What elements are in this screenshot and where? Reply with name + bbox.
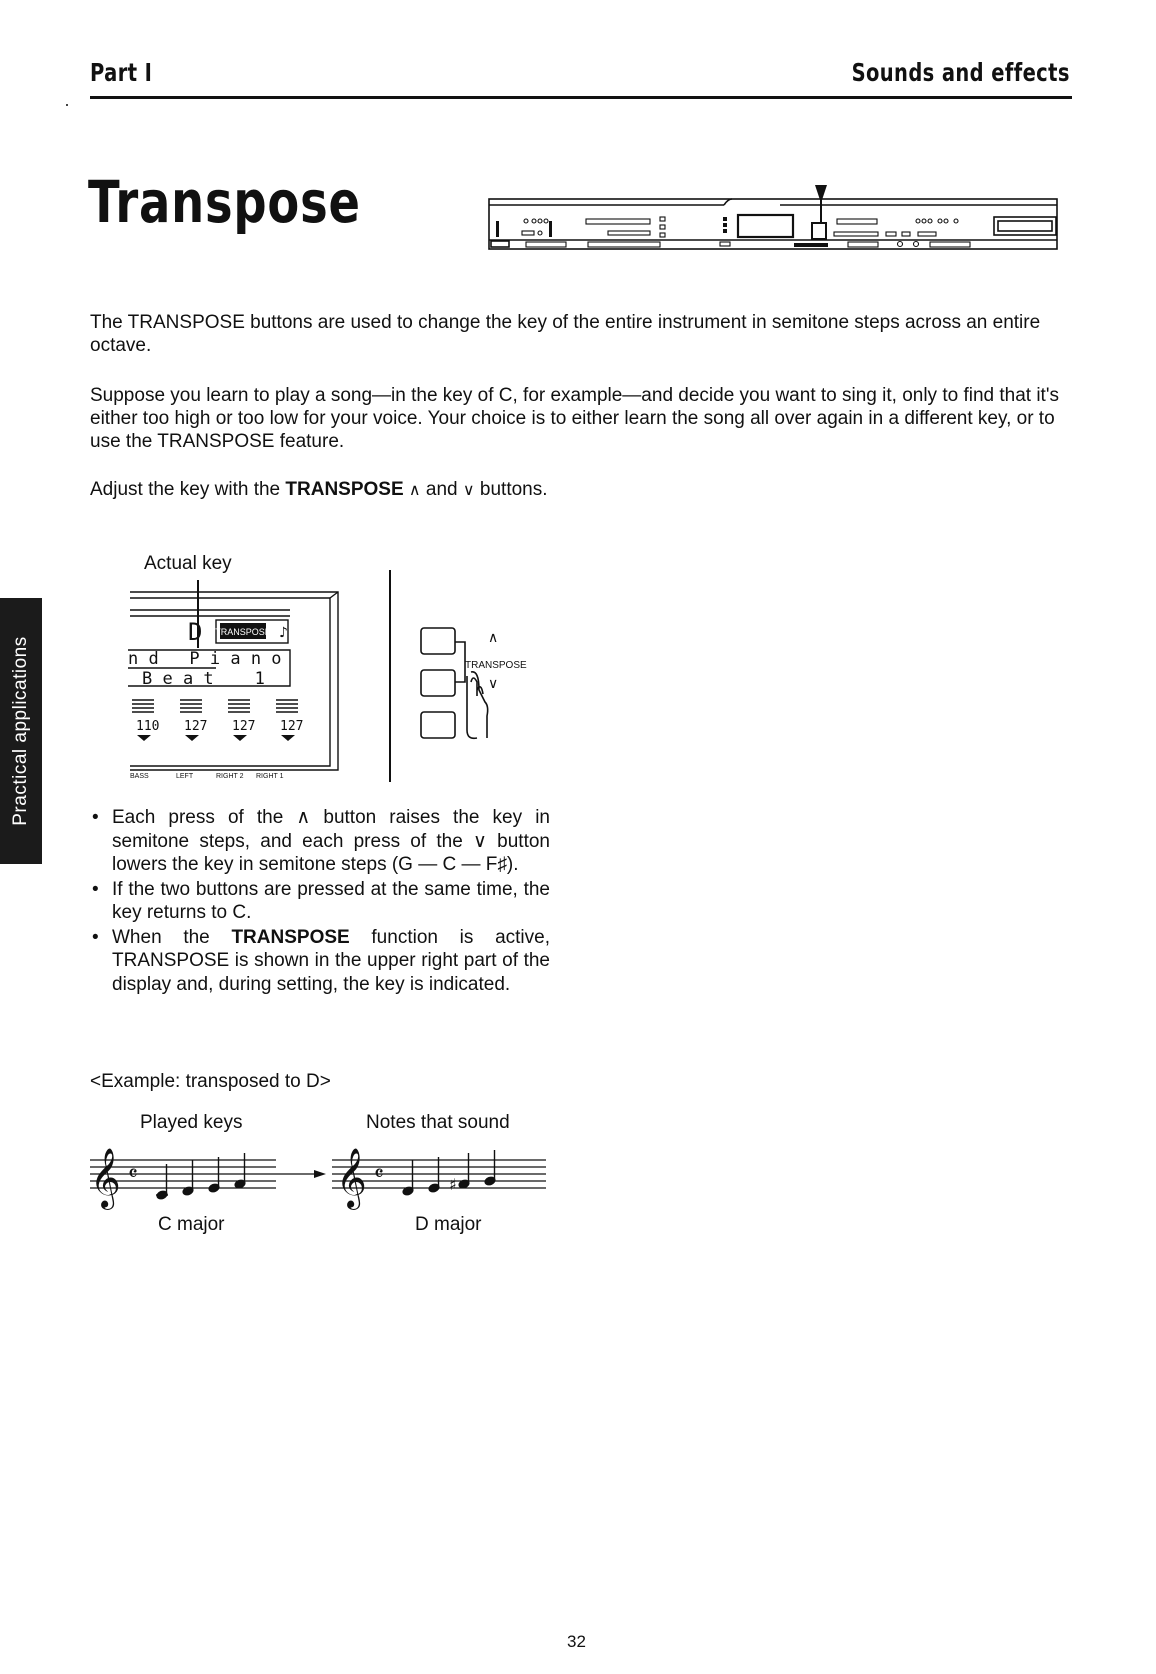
- bullet-list: [90, 806, 550, 997]
- list-item: [90, 926, 550, 997]
- notes-that-sound-label: Notes that sound: [366, 1112, 510, 1133]
- transpose-keyword: TRANSPOSE: [231, 926, 350, 948]
- level-number: 127: [232, 719, 256, 734]
- sharp-icon: ♯: [449, 1175, 457, 1194]
- section-label: Sounds and effects: [851, 58, 1070, 87]
- common-time-icon: 𝄴: [374, 1162, 384, 1187]
- up-symbol: ∧: [408, 480, 421, 499]
- transpose-indicator-text: TRANSPOSE: [215, 627, 271, 637]
- notation-illustration: [86, 1140, 546, 1210]
- and-text: and: [420, 479, 463, 500]
- treble-clef-icon: 𝄞: [90, 1148, 121, 1208]
- level-number: 127: [184, 719, 208, 734]
- treble-clef-icon: 𝄞: [336, 1148, 367, 1208]
- example-label: <Example: transposed to D>: [90, 1071, 331, 1092]
- c-major-label: C major: [158, 1214, 225, 1235]
- level-number: 110: [136, 719, 160, 734]
- adjust-text-after: buttons.: [474, 479, 548, 500]
- side-tab-label: Practical applications: [10, 636, 31, 826]
- page-number: 32: [567, 1632, 586, 1651]
- transpose-up-button: [421, 628, 455, 654]
- part-label: Part I: [90, 58, 153, 87]
- channel-label: RIGHT 2: [216, 773, 244, 780]
- down-symbol: ∨: [462, 480, 475, 499]
- adjust-paragraph: [90, 478, 560, 501]
- list-item: • Each press of the ∧ button raises the key in semitone steps, and each press of the ∨ button lowers the key in semitone steps (G — C — F♯).: [90, 806, 550, 877]
- d-major-label: D major: [415, 1214, 482, 1235]
- display-line1: n d P i a n o: [128, 649, 282, 669]
- instrument-panel-illustration: [488, 185, 1060, 271]
- transpose-buttons-illustration: [415, 620, 545, 750]
- panel-lcd: [738, 215, 793, 237]
- page-title: Transpose: [88, 168, 361, 236]
- transpose-keyword: TRANSPOSE: [285, 479, 404, 500]
- arrow-icon: [314, 1170, 326, 1178]
- list-item: • If the two buttons are pressed at the same time, the key returns to C.: [90, 878, 550, 925]
- panel-outline: [489, 199, 1057, 249]
- channel-label: LEFT: [176, 773, 194, 780]
- played-keys-label: Played keys: [140, 1112, 243, 1133]
- level-number: 127: [280, 719, 304, 734]
- down-arrow-symbol: ∨: [488, 676, 499, 692]
- actual-key-label: Actual key: [144, 553, 232, 574]
- bullet-text-after: function is active, TRANSPOSE is shown in the upper right part of the display and, during setting, the key is indicated.: [112, 926, 550, 995]
- display-key-char: D: [188, 618, 203, 646]
- figure-divider: [389, 570, 391, 782]
- svg-text:♪: ♪: [279, 625, 288, 641]
- channel-label: RIGHT 1: [256, 773, 284, 780]
- common-time-icon: 𝄴: [128, 1162, 138, 1187]
- transpose-other-button: [421, 712, 455, 738]
- display-illustration: [120, 580, 350, 780]
- transpose-button-label: TRANSPOSE: [465, 660, 527, 671]
- side-tab: [0, 598, 42, 864]
- scenario-paragraph: Suppose you learn to play a song—in the key of C, for example—and decide you want to sing it, only to find that it's either too high or too low for your voice. Your choice is to either learn the song all over again in a different key, or to use the TRANSPOSE feature.: [90, 385, 1059, 452]
- stray-dot: [66, 104, 68, 106]
- adjust-text-before: Adjust the key with the: [90, 479, 286, 500]
- up-arrow-symbol: ∧: [488, 630, 499, 646]
- display-line2: B e a t 1: [142, 669, 265, 689]
- bullet-text-before: When the: [112, 926, 232, 948]
- channel-label: BASS: [130, 773, 149, 780]
- panel-transpose-button: [812, 223, 826, 239]
- transpose-down-button: [421, 670, 455, 696]
- header-rule: [90, 96, 1072, 99]
- intro-paragraph: The TRANSPOSE buttons are used to change the key of the entire instrument in semitone steps across an entire octave.: [90, 312, 1041, 356]
